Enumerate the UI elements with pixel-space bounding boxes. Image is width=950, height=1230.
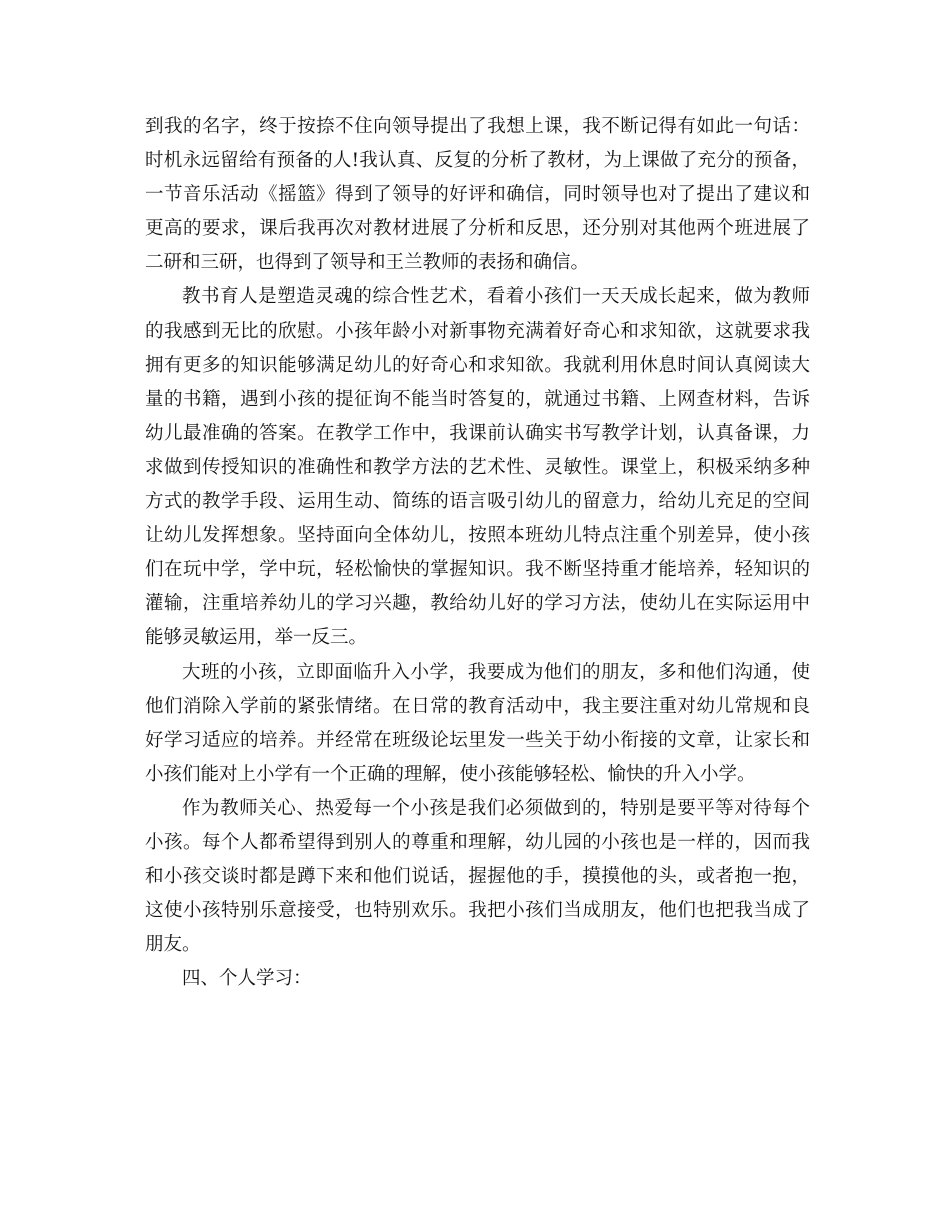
section-heading: 四、个人学习：: [182, 968, 312, 990]
paragraph-1: 到我的名字，终于按捺不住向领导提出了我想上课，我不断记得有如此一句话：时机永远留给有预备的人!我认真、反复的分析了教材，为上课做了充分的预备，一节音乐活动《摇篮》得到了领导的好评和确信，同时领导也对了提出了建议和更高的要求，课后我再次对教材进展了分析和反思，还分别对其他两个班进展了二研和三研，也得到了领导和王兰教师的表扬和确信。: [145, 116, 810, 274]
paragraph-2: 教书育人是塑造灵魂的综合性艺术，看着小孩们一天天成长起来，做为教师的我感到无比的欣慰。小孩年龄小对新事物充满着好奇心和求知欲，这就要求我拥有更多的知识能够满足幼儿的好奇心和求知欲。我就利用休息时间认真阅读大量的书籍，遇到小孩的提征询不能当时答复的，就通过书籍、上网查材料，告诉幼儿最准确的答案。在教学工作中，我课前认确实书写教学计划，认真备课，力求做到传授知识的准确性和教学方法的艺术性、灵敏性。课堂上，积极采纳多种方式的教学手段、运用生动、简练的语言吸引幼儿的留意力，给幼儿充足的空间让幼儿发挥想象。坚持面向全体幼儿，按照本班幼儿特点注重个别差异，使小孩们在玩中学，学中玩，轻松愉快的掌握知识。我不断坚持重才能培养，轻知识的灌输，注重培养幼儿的学习兴趣，教给幼儿好的学习方法，使幼儿在实际运用中能够灵敏运用，举一反三。: [145, 286, 810, 649]
paragraph-4: 作为教师关心、热爱每一个小孩是我们必须做到的，特别是要平等对待每个小孩。每个人都希望得到别人的尊重和理解，幼儿园的小孩也是一样的，因而我和小孩交谈时都是蹲下来和他们说话，握握他的手，摸摸他的头，或者抱一抱，这使小孩特别乐意接受，也特别欢乐。我把小孩们当成朋友，他们也把我当成了朋友。: [145, 797, 810, 956]
paragraph-3: 大班的小孩，立即面临升入小学，我要成为他们的朋友，多和他们沟通，使他们消除入学前的紧张情绪。在日常的教育活动中，我主要注重对幼儿常规和良好学习适应的培养。并经常在班级论坛里发一些关于幼小衔接的文章，让家长和小孩们能对上小学有一个正确的理解，使小孩能够轻松、愉快的升入小学。: [145, 661, 810, 785]
document-page: [145, 110, 810, 996]
